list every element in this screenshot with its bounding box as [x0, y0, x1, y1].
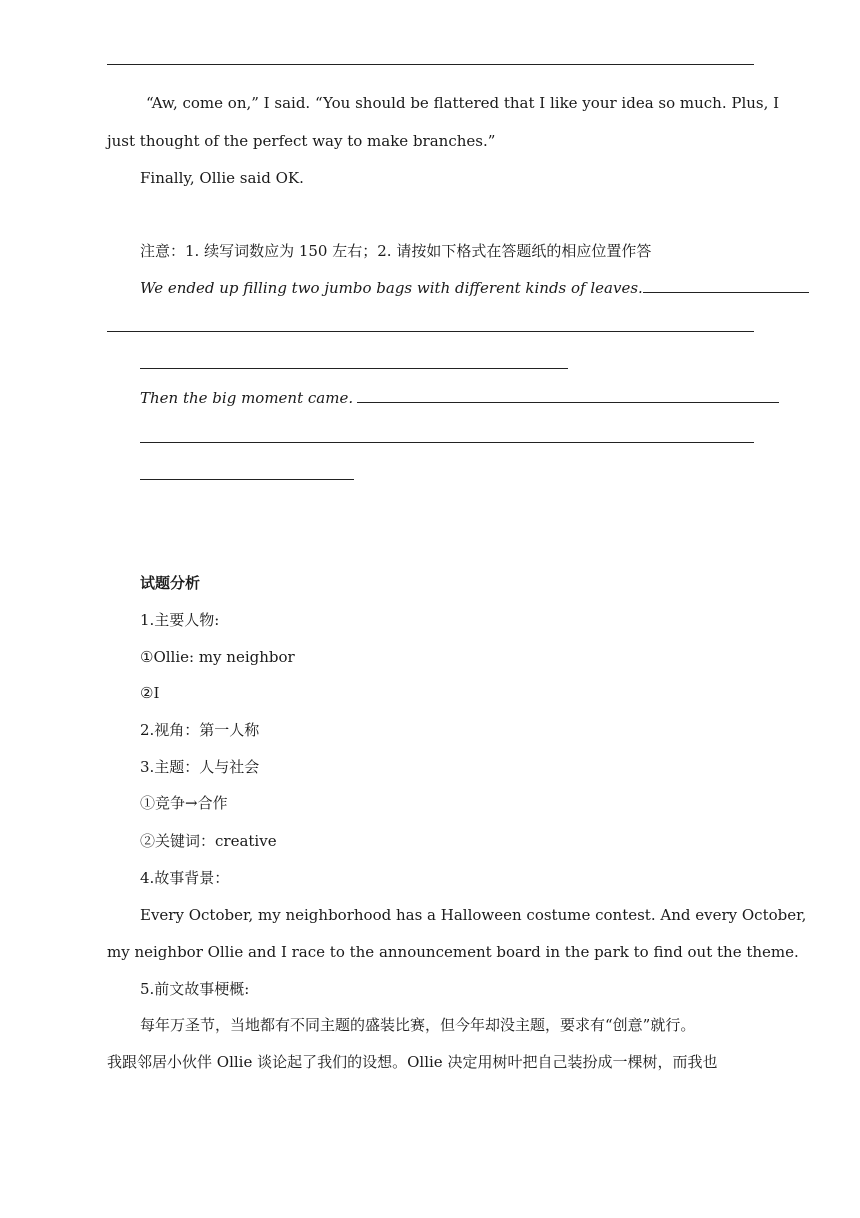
analysis-heading: 试题分析 [140, 574, 201, 592]
story-line: “Aw, come on,” I said. “You should be flattered that I like your idea so much. Plus, I [146, 94, 780, 112]
summary-line: 我跟邻居小伙伴 Ollie 谈论起了我们的设想。Ollie 决定用树叶把自己装扮成一棵树，而我也 [107, 1053, 718, 1071]
analysis-item: 1.主要人物: [140, 611, 220, 629]
analysis-item: ②I [140, 684, 160, 702]
analysis-item: 5.前文故事梗概: [140, 980, 250, 998]
analysis-item: 4.故事背景： [140, 869, 230, 887]
prompt-text: We ended up filling two jumbo bags with different kinds of leaves. [140, 279, 643, 297]
analysis-item: 3.主题：人与社会 [140, 758, 260, 776]
story-line: Finally, Ollie said OK. [140, 169, 304, 187]
answer-line[interactable] [107, 331, 754, 332]
analysis-item: ②关键词：creative [140, 832, 277, 850]
story-line: just thought of the perfect way to make branches.” [107, 132, 496, 150]
summary-line: 每年万圣节，当地都有不同主题的盛装比赛，但今年却没主题，要求有“创意”就行。 [140, 1016, 696, 1034]
answer-line[interactable] [140, 442, 754, 443]
answer-blank[interactable] [643, 278, 809, 293]
answer-line[interactable] [140, 368, 568, 369]
writing-note: 注意：1. 续写词数应为 150 左右；2. 请按如下格式在答题纸的相应位置作答 [140, 242, 652, 260]
continuation-prompt-2 [140, 388, 779, 408]
header-rule [107, 64, 754, 65]
answer-blank[interactable] [357, 388, 779, 403]
background-line: my neighbor Ollie and I race to the announcement board in the park to find out the theme. [107, 943, 799, 961]
background-line: Every October, my neighborhood has a Halloween costume contest. And every October, [140, 906, 807, 924]
analysis-item: ①Ollie: my neighbor [140, 648, 295, 666]
analysis-item: ①竞争→合作 [140, 794, 228, 812]
answer-line[interactable] [140, 479, 354, 480]
continuation-prompt-1 [140, 278, 809, 298]
analysis-item: 2.视角：第一人称 [140, 721, 260, 739]
prompt-text: Then the big moment came. [140, 389, 354, 407]
